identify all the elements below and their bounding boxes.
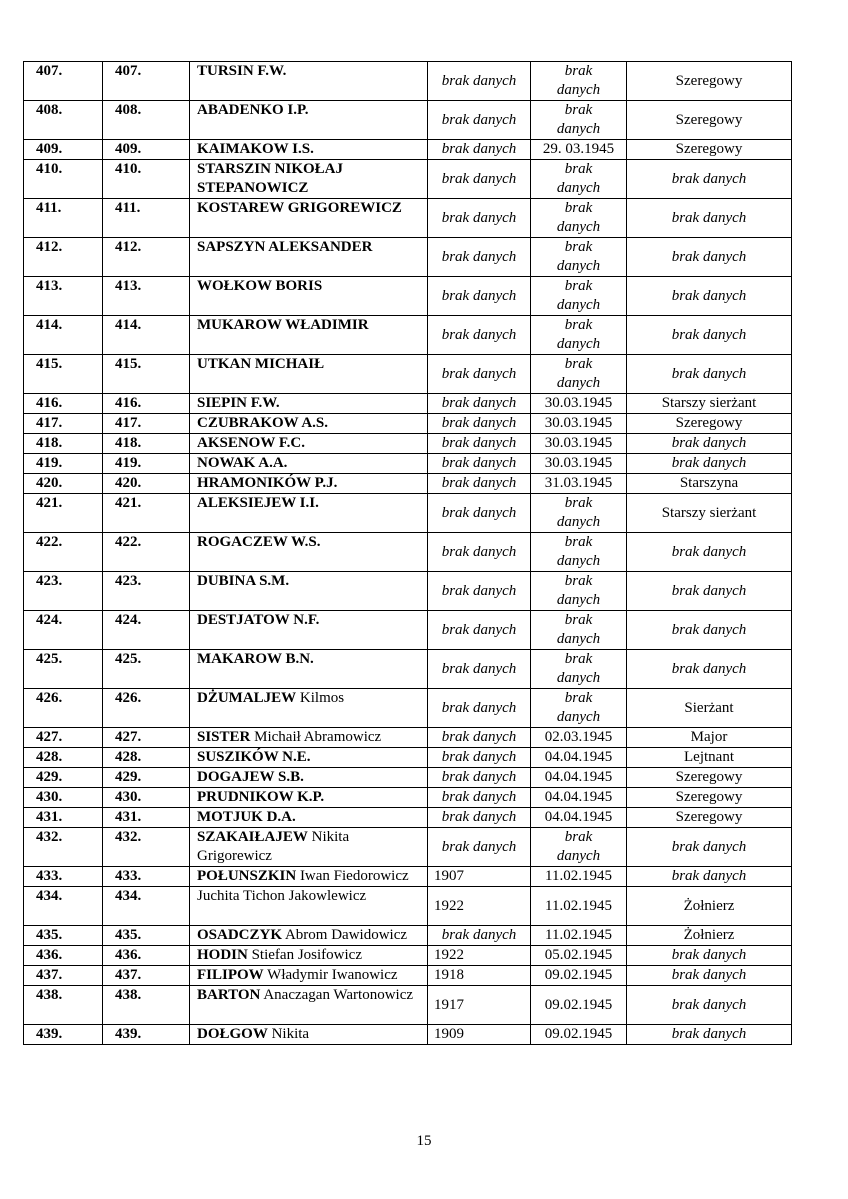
grave-number: 420. [103,474,190,494]
given-names: Abrom Dawidowicz [284,927,408,943]
surname: UTKAN MICHAIŁ [197,356,325,372]
grave-number: 434. [103,887,190,926]
row-number: 431. [24,808,103,828]
military-rank: Lejtnant [627,748,792,768]
person-name [190,788,428,808]
grave-number: 424. [103,611,190,650]
military-rank: brak danych [627,867,792,887]
military-rank: Major [627,728,792,748]
military-rank: Sierżant [627,689,792,728]
table-row [24,828,792,867]
birth-year: brak danych [428,394,531,414]
surname: BARTON [197,987,261,1003]
birth-year: brak danych [428,474,531,494]
person-name [190,768,428,788]
grave-number: 411. [103,199,190,238]
grave-number: 426. [103,689,190,728]
birth-year: 1918 [428,966,531,986]
grave-number: 430. [103,788,190,808]
person-name [190,394,428,414]
person-name [190,160,428,199]
death-date: 09.02.1945 [531,966,627,986]
death-date: 09.02.1945 [531,986,627,1025]
row-number: 438. [24,986,103,1025]
birth-year: brak danych [428,926,531,946]
military-rank: brak danych [627,946,792,966]
grave-number: 416. [103,394,190,414]
death-date: 04.04.1945 [531,808,627,828]
grave-number: 422. [103,533,190,572]
birth-year: brak danych [428,140,531,160]
birth-year: brak danych [428,533,531,572]
birth-year: brak danych [428,808,531,828]
death-date: 05.02.1945 [531,946,627,966]
birth-year: brak danych [428,689,531,728]
grave-number: 428. [103,748,190,768]
row-number: 429. [24,768,103,788]
surname: KAIMAKOW I.S. [197,141,314,157]
table-row [24,748,792,768]
table-row [24,533,792,572]
birth-year: brak danych [428,199,531,238]
grave-number: 436. [103,946,190,966]
death-date: brak danych [531,199,627,238]
grave-number: 437. [103,966,190,986]
death-date: 09.02.1945 [531,1025,627,1045]
given-names: Nikita [271,1026,310,1042]
birth-year: brak danych [428,160,531,199]
surname: FILIPOW [197,967,264,983]
given-names: Anaczagan Wartonowicz [263,987,414,1003]
birth-year: brak danych [428,828,531,867]
person-name [190,926,428,946]
surname: DŻUMALJEW [197,690,297,706]
table-row [24,1025,792,1045]
person-name [190,728,428,748]
person-name [190,140,428,160]
death-date: brak danych [531,277,627,316]
military-rank: Szeregowy [627,140,792,160]
table-row [24,454,792,474]
military-rank: brak danych [627,986,792,1025]
person-name [190,808,428,828]
table-row [24,160,792,199]
surname: TURSIN F.W. [197,63,287,79]
death-date: 02.03.1945 [531,728,627,748]
death-date: 29. 03.1945 [531,140,627,160]
table-row [24,808,792,828]
death-date: 11.02.1945 [531,926,627,946]
person-name [190,414,428,434]
row-number: 439. [24,1025,103,1045]
birth-year: brak danych [428,62,531,101]
row-number: 416. [24,394,103,414]
grave-number: 439. [103,1025,190,1045]
row-number: 411. [24,199,103,238]
birth-year: brak danych [428,572,531,611]
birth-year: 1907 [428,867,531,887]
person-name [190,867,428,887]
death-date: brak danych [531,160,627,199]
death-date: 30.03.1945 [531,454,627,474]
birth-year: 1909 [428,1025,531,1045]
birth-year: brak danych [428,650,531,689]
row-number: 425. [24,650,103,689]
row-number: 414. [24,316,103,355]
surname: SUSZIKÓW N.E. [197,749,311,765]
surname: KOSTAREW GRIGOREWICZ [197,200,402,216]
row-number: 432. [24,828,103,867]
military-rank: Żołnierz [627,887,792,926]
military-rank: brak danych [627,966,792,986]
death-date: brak danych [531,101,627,140]
table-row [24,62,792,101]
row-number: 420. [24,474,103,494]
person-name [190,946,428,966]
military-rank: Szeregowy [627,101,792,140]
person-name [190,238,428,277]
row-number: 436. [24,946,103,966]
surname: DOGAJEW S.B. [197,769,304,785]
military-rank: Szeregowy [627,414,792,434]
birth-year: brak danych [428,316,531,355]
person-name [190,316,428,355]
military-rank: brak danych [627,572,792,611]
person-name [190,474,428,494]
military-rank: brak danych [627,828,792,867]
death-date: brak danych [531,355,627,394]
table-row [24,434,792,454]
person-name [190,355,428,394]
surname: STARSZIN NIKOŁAJ STEPANOWICZ [197,161,344,196]
death-date: brak danych [531,611,627,650]
surname: POŁUNSZKIN [197,868,297,884]
row-number: 413. [24,277,103,316]
table-row [24,494,792,533]
person-name [190,1025,428,1045]
death-date: brak danych [531,494,627,533]
military-rank: brak danych [627,650,792,689]
surname: ROGACZEW W.S. [197,534,321,550]
table-row [24,788,792,808]
person-name [190,966,428,986]
birth-year: brak danych [428,748,531,768]
surname: WOŁKOW BORIS [197,278,323,294]
death-date: brak danych [531,533,627,572]
row-number: 424. [24,611,103,650]
grave-number: 412. [103,238,190,277]
row-number: 415. [24,355,103,394]
person-name [190,494,428,533]
grave-number: 417. [103,414,190,434]
row-number: 428. [24,748,103,768]
military-rank: Szeregowy [627,808,792,828]
table-row [24,946,792,966]
grave-number: 415. [103,355,190,394]
table-row [24,355,792,394]
burial-register-table [23,61,792,1045]
person-name [190,454,428,474]
surname: OSADCZYK [197,927,283,943]
grave-number: 435. [103,926,190,946]
death-date: 11.02.1945 [531,887,627,926]
row-number: 409. [24,140,103,160]
death-date: brak danych [531,316,627,355]
grave-number: 413. [103,277,190,316]
grave-number: 419. [103,454,190,474]
row-number: 433. [24,867,103,887]
row-number: 426. [24,689,103,728]
given-names: Stiefan Josifowicz [251,947,362,963]
person-name [190,887,428,926]
row-number: 423. [24,572,103,611]
birth-year: brak danych [428,414,531,434]
grave-number: 425. [103,650,190,689]
death-date: 04.04.1945 [531,788,627,808]
military-rank: Żołnierz [627,926,792,946]
death-date: 04.04.1945 [531,748,627,768]
grave-number: 431. [103,808,190,828]
person-name [190,434,428,454]
grave-number: 427. [103,728,190,748]
birth-year: brak danych [428,277,531,316]
table-row [24,474,792,494]
death-date: brak danych [531,62,627,101]
grave-number: 409. [103,140,190,160]
person-name [190,199,428,238]
row-number: 430. [24,788,103,808]
person-name [190,101,428,140]
table-row [24,394,792,414]
birth-year: brak danych [428,238,531,277]
given-names: Kilmos [299,690,345,706]
military-rank: brak danych [627,611,792,650]
birth-year: brak danych [428,101,531,140]
military-rank: brak danych [627,434,792,454]
military-rank: brak danych [627,238,792,277]
grave-number: 408. [103,101,190,140]
grave-number: 418. [103,434,190,454]
table-row [24,199,792,238]
given-names: Nikita Grigorewicz [197,829,350,864]
surname: SZAKAIŁAJEW [197,829,308,845]
table-body [24,62,792,1045]
military-rank: Starszy sierżant [627,394,792,414]
grave-number: 423. [103,572,190,611]
given-names: Władymir Iwanowicz [267,967,398,983]
surname: HODIN [197,947,248,963]
military-rank: brak danych [627,533,792,572]
table-row [24,277,792,316]
person-name [190,748,428,768]
military-rank: brak danych [627,199,792,238]
row-number: 422. [24,533,103,572]
birth-year: brak danych [428,768,531,788]
birth-year: brak danych [428,494,531,533]
military-rank: Starszyna [627,474,792,494]
surname: DESTJATOW N.F. [197,612,320,628]
given-names: Juchita Tichon Jakowlewicz [197,888,367,904]
given-names: Michaił Abramowicz [254,729,382,745]
table-row [24,867,792,887]
person-name [190,689,428,728]
row-number: 437. [24,966,103,986]
death-date: 30.03.1945 [531,434,627,454]
birth-year: 1922 [428,887,531,926]
grave-number: 438. [103,986,190,1025]
table-row [24,101,792,140]
row-number: 418. [24,434,103,454]
table-row [24,966,792,986]
military-rank: Starszy sierżant [627,494,792,533]
row-number: 407. [24,62,103,101]
person-name [190,277,428,316]
birth-year: brak danych [428,355,531,394]
military-rank: brak danych [627,316,792,355]
surname: ALEKSIEJEW I.I. [197,495,319,511]
table-row [24,768,792,788]
grave-number: 414. [103,316,190,355]
surname: DUBINA S.M. [197,573,290,589]
table-row [24,926,792,946]
person-name [190,611,428,650]
surname: SIEPIN F.W. [197,395,280,411]
surname: DOŁGOW [197,1026,268,1042]
death-date: 30.03.1945 [531,414,627,434]
military-rank: brak danych [627,1025,792,1045]
table-row [24,140,792,160]
person-name [190,828,428,867]
military-rank: brak danych [627,355,792,394]
row-number: 417. [24,414,103,434]
table-row [24,238,792,277]
table-row [24,572,792,611]
death-date: 30.03.1945 [531,394,627,414]
table-row [24,316,792,355]
surname: SAPSZYN ALEKSANDER [197,239,373,255]
death-date: brak danych [531,650,627,689]
military-rank: Szeregowy [627,62,792,101]
table-row [24,611,792,650]
surname: NOWAK A.A. [197,455,288,471]
row-number: 410. [24,160,103,199]
death-date: brak danych [531,828,627,867]
surname: SISTER [197,729,251,745]
death-date: 31.03.1945 [531,474,627,494]
row-number: 427. [24,728,103,748]
person-name [190,572,428,611]
birth-year: 1922 [428,946,531,966]
birth-year: brak danych [428,788,531,808]
grave-number: 432. [103,828,190,867]
surname: MOTJUK D.A. [197,809,296,825]
surname: AKSENOW F.C. [197,435,305,451]
birth-year: 1917 [428,986,531,1025]
surname: ABADENKO I.P. [197,102,309,118]
military-rank: brak danych [627,160,792,199]
grave-number: 407. [103,62,190,101]
military-rank: Szeregowy [627,788,792,808]
grave-number: 433. [103,867,190,887]
death-date: 11.02.1945 [531,867,627,887]
birth-year: brak danych [428,728,531,748]
table-row [24,650,792,689]
surname: PRUDNIKOW K.P. [197,789,325,805]
person-name [190,986,428,1025]
given-names: Iwan Fiedorowicz [299,868,409,884]
death-date: 04.04.1945 [531,768,627,788]
death-date: brak danych [531,572,627,611]
row-number: 435. [24,926,103,946]
person-name [190,533,428,572]
surname: MAKAROW B.N. [197,651,314,667]
row-number: 408. [24,101,103,140]
grave-number: 410. [103,160,190,199]
surname: MUKAROW WŁADIMIR [197,317,369,333]
table-row [24,887,792,926]
row-number: 419. [24,454,103,474]
table-row [24,728,792,748]
row-number: 421. [24,494,103,533]
page-number: 15 [416,1133,432,1149]
person-name [190,650,428,689]
military-rank: brak danych [627,277,792,316]
birth-year: brak danych [428,454,531,474]
birth-year: brak danych [428,434,531,454]
grave-number: 421. [103,494,190,533]
surname: HRAMONIKÓW P.J. [197,475,338,491]
person-name [190,62,428,101]
grave-number: 429. [103,768,190,788]
row-number: 434. [24,887,103,926]
military-rank: brak danych [627,454,792,474]
death-date: brak danych [531,689,627,728]
death-date: brak danych [531,238,627,277]
table-row [24,986,792,1025]
birth-year: brak danych [428,611,531,650]
table-row [24,414,792,434]
table-row [24,689,792,728]
surname: CZUBRAKOW A.S. [197,415,329,431]
row-number: 412. [24,238,103,277]
military-rank: Szeregowy [627,768,792,788]
